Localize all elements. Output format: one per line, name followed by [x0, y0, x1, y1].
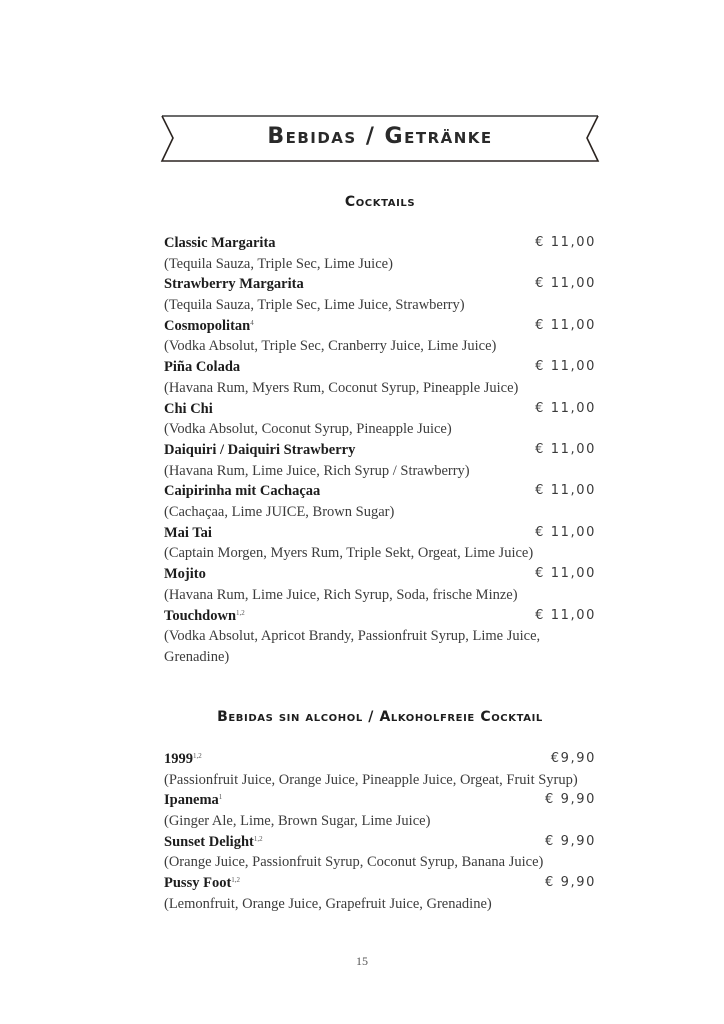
allergen-footnote: 1: [218, 793, 223, 802]
menu-item: [164, 523, 596, 564]
menu-item: [164, 274, 596, 315]
menu-item-header: [164, 606, 596, 627]
menu-item-price: € 11,00: [535, 276, 596, 292]
title-banner: [160, 114, 600, 163]
menu-item: [164, 564, 596, 605]
item-name-text: Sunset Delight: [164, 833, 254, 850]
menu-item-header: [164, 832, 596, 853]
menu-item-header: [164, 440, 596, 461]
item-name-text: Pussy Foot: [164, 875, 232, 892]
menu-item-name: [164, 875, 240, 891]
menu-item: [164, 399, 596, 440]
menu-item: [164, 233, 596, 274]
item-name-text: Ipanema: [164, 792, 219, 809]
menu-item-description: (Havana Rum, Lime Juice, Rich Syrup / Strawberry): [164, 462, 470, 479]
menu-item: [164, 606, 596, 668]
menu-item-description: (Passionfruit Juice, Orange Juice, Pineapple Juice, Orgeat, Fruit Syrup): [164, 771, 578, 788]
menu-item-price: € 9,90: [545, 833, 596, 849]
menu-item-description: (Cachaçaa, Lime JUICE, Brown Sugar): [164, 504, 395, 521]
menu-item-price: €9,90: [550, 751, 596, 766]
allergen-footnote: 1,2: [253, 834, 263, 843]
menu-item-header: [164, 790, 596, 811]
non-alcoholic-list: [164, 749, 596, 915]
menu-item-name: [164, 483, 320, 499]
page-title: Bebidas / Getränke: [267, 124, 493, 149]
menu-item: [164, 790, 596, 831]
menu-item-price: € 11,00: [535, 235, 596, 250]
menu-item-description: (Vodka Absolut, Apricot Brandy, Passionfruit Syrup, Lime Juice, Grenadine): [164, 628, 541, 665]
allergen-footnote: 1,2: [236, 608, 245, 617]
menu-item-name: [164, 318, 254, 334]
item-name-text: Chi Chi: [164, 400, 213, 417]
item-name-text: Caipirinha mit Cachaçaa: [164, 483, 321, 500]
menu-item-name: [164, 834, 263, 850]
item-name-text: Cosmopolitan: [164, 317, 251, 334]
menu-item-description: (Orange Juice, Passionfruit Syrup, Coconut Syrup, Banana Juice): [164, 854, 544, 871]
menu-item-description: (Tequila Sauza, Triple Sec, Lime Juice): [164, 255, 393, 272]
menu-item: [164, 749, 596, 790]
item-name-text: Classic Margarita: [164, 235, 276, 251]
menu-item: [164, 873, 596, 914]
menu-item-description: (Tequila Sauza, Triple Sec, Lime Juice, Strawberry): [164, 297, 465, 314]
menu-item-price: € 9,90: [545, 875, 596, 891]
menu-item-header: [164, 749, 596, 770]
menu-item: [164, 440, 596, 481]
item-name-text: Strawberry Margarita: [164, 276, 304, 293]
menu-item: [164, 316, 596, 357]
menu-item: [164, 832, 596, 873]
menu-item-header: [164, 523, 596, 544]
item-name-text: 1999: [164, 751, 193, 767]
menu-item-price: € 11,00: [535, 566, 596, 582]
section-title-non-alcoholic: Bebidas sin alcohol / Alkoholfreie Cocktail: [217, 709, 543, 725]
menu-item-name: [164, 401, 213, 417]
menu-item-name: [164, 566, 206, 582]
menu-item-name: [164, 751, 202, 767]
menu-item-header: [164, 357, 596, 378]
menu-item-name: [164, 276, 304, 292]
page-number: 15: [356, 954, 368, 968]
menu-item-description: (Havana Rum, Lime Juice, Rich Syrup, Soda, frische Minze): [164, 586, 518, 603]
allergen-footnote: 4: [250, 318, 254, 327]
menu-item-price: € 11,00: [535, 441, 596, 457]
item-name-text: Daiquiri / Daiquiri Strawberry: [164, 441, 356, 458]
menu-item-description: (Captain Morgen, Myers Rum, Triple Sekt, Orgeat, Lime Juice): [164, 545, 534, 562]
menu-item-price: € 11,00: [535, 483, 596, 499]
cocktail-list: [164, 233, 596, 668]
menu-item-description: (Vodka Absolut, Coconut Syrup, Pineapple Juice): [164, 421, 452, 438]
menu-item-description: (Havana Rum, Myers Rum, Coconut Syrup, Pineapple Juice): [164, 379, 519, 396]
item-name-text: Mojito: [164, 566, 206, 583]
menu-item-header: [164, 233, 596, 254]
menu-item-header: [164, 399, 596, 420]
section-title-cocktails: Cocktails: [344, 194, 416, 210]
menu-item-name: [164, 792, 222, 808]
menu-item: [164, 357, 596, 398]
menu-item-name: [164, 525, 212, 541]
allergen-footnote: 1,2: [231, 876, 241, 885]
menu-item-header: [164, 274, 596, 295]
menu-item-name: [164, 442, 355, 458]
menu-item-price: € 9,90: [545, 792, 596, 808]
allergen-footnote: 1,2: [193, 752, 202, 760]
menu-item-price: € 11,00: [535, 317, 596, 333]
menu-item-description: (Lemonfruit, Orange Juice, Grapefruit Juice, Grenadine): [164, 895, 492, 912]
menu-item: [164, 481, 596, 522]
item-name-text: Mai Tai: [164, 524, 212, 541]
menu-item-description: (Ginger Ale, Lime, Brown Sugar, Lime Juice): [164, 813, 431, 830]
menu-item-price: € 11,00: [535, 359, 596, 375]
menu-item-header: [164, 316, 596, 337]
menu-item-price: € 11,00: [535, 400, 596, 416]
menu-item-header: [164, 564, 596, 585]
menu-item-description: (Vodka Absolut, Triple Sec, Cranberry Juice, Lime Juice): [164, 338, 497, 355]
menu-item-name: [164, 235, 276, 251]
menu-item-header: [164, 873, 596, 894]
menu-item-price: € 11,00: [535, 524, 596, 540]
item-name-text: Piña Colada: [164, 359, 241, 376]
menu-item-price: € 11,00: [535, 607, 596, 623]
menu-item-name: [164, 608, 245, 624]
item-name-text: Touchdown: [164, 607, 237, 624]
menu-item-name: [164, 359, 240, 375]
menu-item-header: [164, 481, 596, 502]
